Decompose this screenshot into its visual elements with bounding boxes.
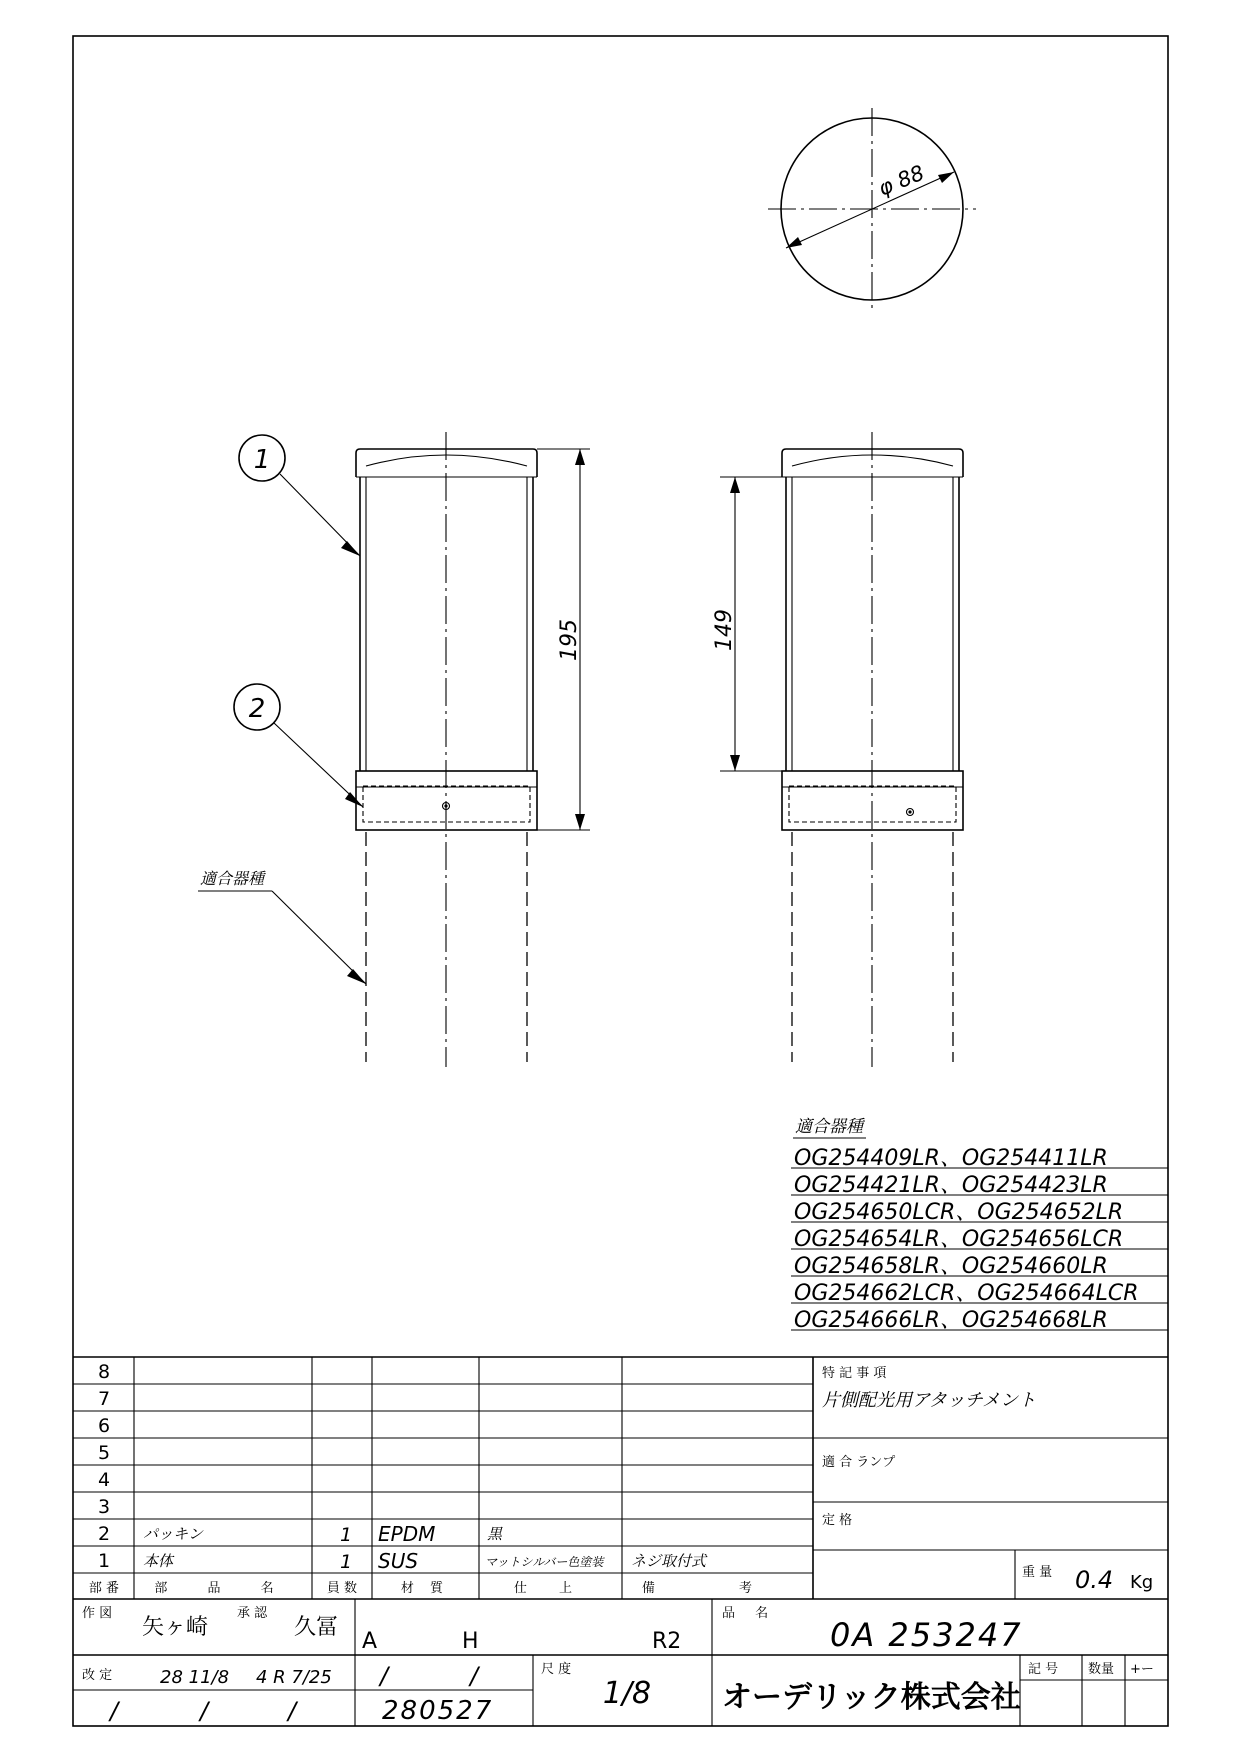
scale-value: 1/8 (602, 1676, 652, 1711)
document-number: 280527 (382, 1696, 494, 1726)
row-no: 5 (97, 1442, 111, 1464)
row-no: 3 (97, 1496, 111, 1518)
row-no: 8 (97, 1361, 111, 1383)
code-a: A (362, 1629, 378, 1654)
title-block (73, 1357, 1168, 1726)
code-h: H (462, 1629, 479, 1654)
height-total-label: 195 (557, 619, 582, 661)
plusminus-label: +ー (1130, 1662, 1154, 1677)
special-label: 特 記 事 項 (822, 1366, 887, 1381)
revision-slot: / (470, 1662, 479, 1690)
scale-label: 尺 度 (541, 1662, 572, 1677)
part-material: SUS (378, 1549, 419, 1573)
header-name: 部 品 名 (154, 1581, 292, 1596)
special-value: 片側配光用アタッチメント (822, 1390, 1037, 1411)
part-name: パッキン (143, 1525, 203, 1543)
part-finish: マットシルバー色塗装 (485, 1555, 604, 1569)
notes (822, 1365, 1153, 1594)
approved-label: 承 認 (237, 1606, 268, 1621)
header-qty: 員 数 (326, 1581, 358, 1596)
weight-label: 重 量 (1022, 1565, 1053, 1580)
header-material: 材 質 (400, 1581, 450, 1596)
weight-value: 0.4 (1075, 1566, 1114, 1594)
part-qty: 1 (340, 1551, 353, 1573)
revision-label: 改 定 (82, 1668, 113, 1683)
compatible-row: OG254650LCR、OG254652LR (794, 1200, 1124, 1225)
approved-by: 久冨 (294, 1615, 339, 1640)
drawn-label: 作 図 (82, 1606, 113, 1621)
compatible-title: 適合器種 (795, 1117, 863, 1137)
header-remarks: 備 考 (641, 1581, 793, 1596)
part-name: 本体 (143, 1552, 174, 1570)
revision-slot: / (110, 1697, 119, 1725)
balloon-1: 1 (253, 445, 271, 475)
compatible-row: OG254654LR、OG254656LCR (794, 1227, 1124, 1252)
leader-label: 適合器種 (200, 869, 265, 888)
product-label: 品 名 (722, 1606, 777, 1621)
company-name: オーデリック株式会社 (722, 1680, 1021, 1715)
top-view (768, 108, 976, 310)
code-r: R2 (652, 1629, 682, 1654)
row-no: 7 (97, 1388, 111, 1410)
symbol-label: 記 号 (1028, 1662, 1059, 1677)
revision-2: 4 R 7/25 (256, 1667, 332, 1688)
diameter-label: φ 88 (874, 160, 928, 201)
rating-label: 定 格 (822, 1513, 853, 1528)
row-no: 4 (97, 1469, 111, 1491)
revision-slot: / (200, 1697, 209, 1725)
header-finish: 仕 上 (513, 1581, 587, 1596)
parts-table (89, 1361, 792, 1596)
lamp-label: 適 合 ランプ (822, 1455, 896, 1470)
compatible-row: OG254421LR、OG254423LR (794, 1173, 1108, 1198)
part-qty: 1 (340, 1524, 353, 1546)
row-no: 6 (97, 1415, 111, 1437)
row-no: 1 (97, 1550, 111, 1572)
title-block-text (82, 1606, 1154, 1726)
count-label: 数量 (1088, 1662, 1115, 1677)
compatible-row: OG254409LR、OG254411LR (794, 1146, 1108, 1171)
product-number: 0A 253247 (830, 1616, 1023, 1654)
left-front-view (198, 432, 590, 1067)
revision-slot: / (380, 1662, 389, 1690)
part-finish: 黒 (487, 1525, 503, 1543)
drawn-by: 矢ヶ崎 (142, 1615, 209, 1640)
part-remarks: ネジ取付式 (631, 1552, 707, 1570)
compatible-models (791, 1117, 1168, 1333)
weight-unit: Kg (1130, 1572, 1154, 1593)
right-side-view (712, 432, 963, 1067)
balloon-2: 2 (248, 694, 266, 724)
compatible-row: OG254662LCR、OG254664LCR (794, 1281, 1139, 1306)
part-material: EPDM (378, 1522, 436, 1546)
header-no: 部 番 (88, 1581, 120, 1596)
revision-1: 28 11/8 (160, 1667, 230, 1688)
height-body-label: 149 (712, 609, 737, 651)
compatible-row: OG254666LR、OG254668LR (794, 1308, 1108, 1333)
revision-slot: / (288, 1697, 297, 1725)
compatible-row: OG254658LR、OG254660LR (794, 1254, 1108, 1279)
row-no: 2 (97, 1523, 111, 1545)
